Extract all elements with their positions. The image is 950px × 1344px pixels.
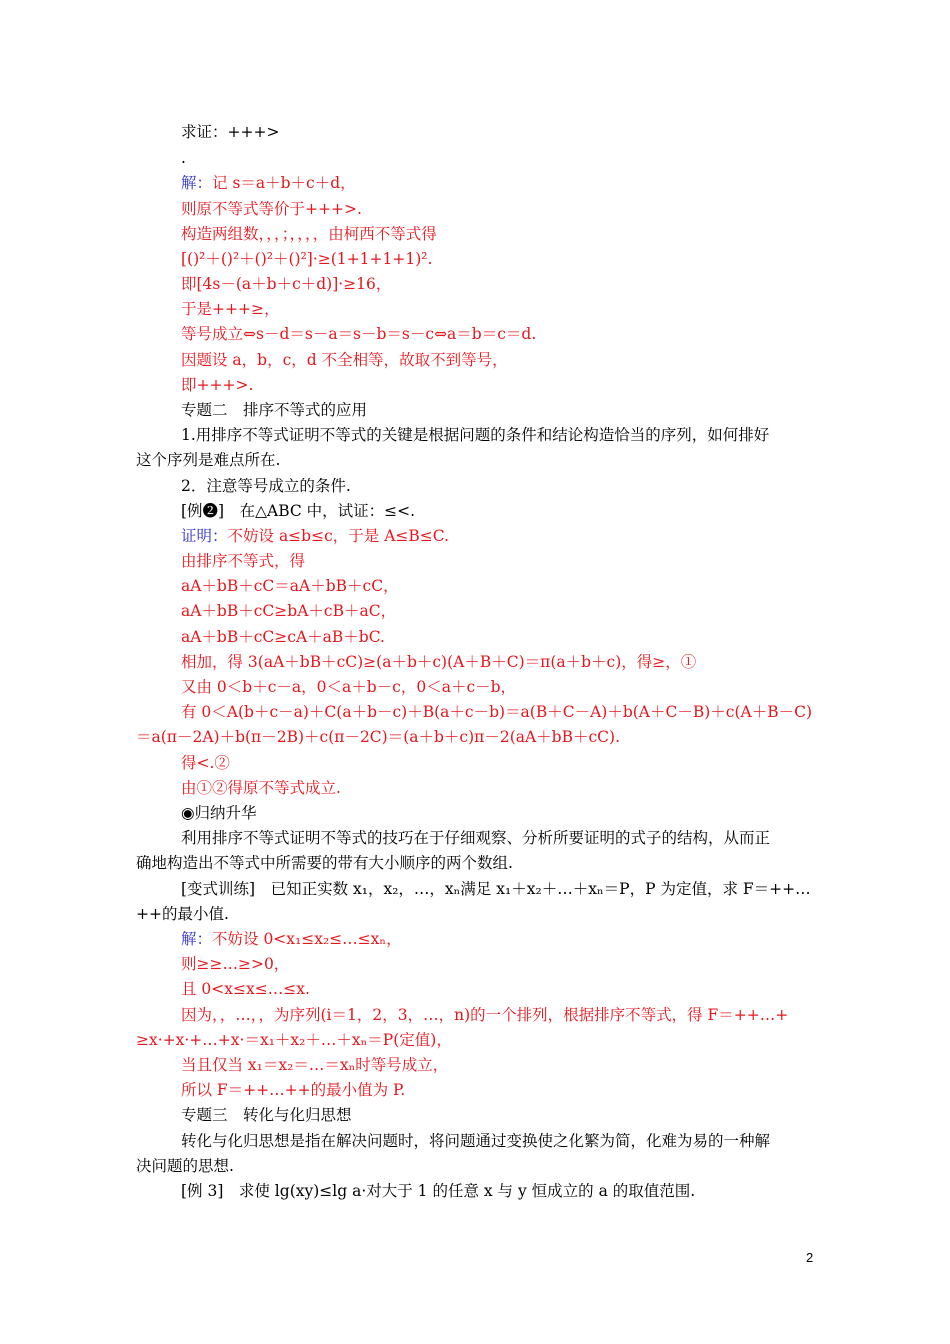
solution-text: 构造两组数，，，；，，，，由柯西不等式得	[181, 225, 437, 243]
solution-text: aA＋bB＋cC＝aA＋bB＋cC，	[181, 577, 399, 595]
solution-text: 相加，得 3(aA＋bB＋cC)≥(a＋b＋c)(A＋B＋C)＝π(a＋b＋c)，得≥，①	[181, 653, 697, 671]
solution-text: aA＋bB＋cC≥cA＋aB＋bC.	[181, 628, 385, 646]
text-line: ++的最小值.	[136, 905, 229, 923]
text-line: 1.用排序不等式证明不等式的关键是根据问题的条件和结论构造恰当的序列，如何排好	[181, 426, 770, 444]
text-line: 利用排序不等式证明不等式的技巧在于仔细观察、分析所要证明的式子的结构，从而正	[181, 829, 771, 847]
text-line: 确地构造出不等式中所需要的带有大小顺序的两个数组.	[136, 854, 513, 872]
solution-text: 且 0<x≤x≤…≤x.	[181, 980, 310, 998]
solution-text: 当且仅当 x₁＝x₂＝…＝xₙ时等号成立，	[181, 1056, 449, 1074]
solution-label: 解：	[181, 930, 213, 948]
solution-text: 不妨设 a≤b≤c，于是 A≤B≤C.	[227, 527, 449, 545]
solution-text: 有 0＜A(b＋c－a)＋C(a＋b－c)＋B(a＋c－b)＝a(B＋C－A)＋b(A＋C－B)＋c(A＋B－C)	[181, 703, 813, 721]
text-line: .	[181, 149, 186, 167]
solution-text: 即[4s－(a＋b＋c＋d)]·≥16，	[181, 275, 392, 293]
solution-text: 不妨设 0<x₁≤x₂≤…≤xₙ，	[212, 930, 402, 948]
solution-text: ≥x·+x·+…+x·＝x₁＋x₂＋…＋xₙ＝P(定值)，	[136, 1031, 452, 1049]
solution-text: 则原不等式等价于+++>.	[181, 200, 362, 218]
proof-label: 证明：	[181, 527, 228, 545]
solution-text: 由排序不等式，得	[181, 552, 306, 570]
text-line: 2．注意等号成立的条件.	[181, 477, 351, 495]
solution-text: 等号成立⇔s－d＝s－a＝s－b＝s－c⇔a＝b＝c＝d.	[181, 325, 537, 343]
solution-text: [()²＋()²＋()²＋()²]·≥(1+1+1+1)².	[181, 250, 433, 268]
solution-text: 所以 F＝++…++的最小值为 P.	[181, 1081, 406, 1099]
example-heading: [例 3] 求使 lg(xy)≤lg a·对大于 1 的任意 x 与 y 恒成立的 a 的取值范围.	[181, 1182, 696, 1200]
solution-text: 由①②得原不等式成立.	[181, 779, 341, 797]
proof-goal: 求证：+++>	[181, 123, 280, 141]
exercise-heading: [变式训练] 已知正实数 x₁，x₂，…，xₙ满足 x₁＋x₂＋…＋xₙ＝P，P 为定值，求 F＝++…	[181, 880, 811, 898]
proof-line	[181, 526, 449, 546]
solution-text: 记 s＝a＋b＋c＋d，	[212, 174, 356, 192]
solution-label: 解：	[181, 174, 213, 192]
solution-line	[181, 929, 402, 949]
section-heading: 专题二 排序不等式的应用	[181, 401, 368, 419]
section-heading: 专题三 转化与化归思想	[181, 1106, 352, 1124]
solution-text: ＝a(π－2A)＋b(π－2B)＋c(π－2C)＝(a＋b＋c)π－2(aA＋bB＋cC).	[136, 728, 621, 746]
page-number: 2	[806, 1250, 814, 1265]
text-line: 决问题的思想.	[136, 1157, 234, 1175]
solution-text: 又由 0＜b＋c－a，0＜a＋b－c，0＜a＋c－b，	[181, 678, 517, 696]
text-line: 这个序列是难点所在.	[136, 451, 281, 469]
solution-text: 于是+++≥，	[181, 300, 280, 318]
solution-text: 因题设 a，b，c，d 不全相等，故取不到等号，	[181, 351, 508, 369]
solution-text: aA＋bB＋cC≥bA＋cB＋aC，	[181, 602, 397, 620]
solution-text: 得<.②	[181, 754, 230, 772]
text-line: 转化与化归思想是指在解决问题时，将问题通过变换使之化繁为简，化难为易的一种解	[181, 1132, 771, 1150]
example-heading: [例❷] 在△ABC 中，试证：≤<.	[181, 502, 416, 520]
solution-text: 因为，，…，，为序列(i＝1，2，3，…，n)的一个排列，根据排序不等式，得 F＝++…+	[181, 1006, 789, 1024]
solution-line	[181, 173, 356, 193]
solution-text: 即+++>.	[181, 376, 254, 394]
solution-text: 则≥≥…≥>0，	[181, 955, 290, 973]
summary-heading: ◉归纳升华	[181, 804, 257, 822]
